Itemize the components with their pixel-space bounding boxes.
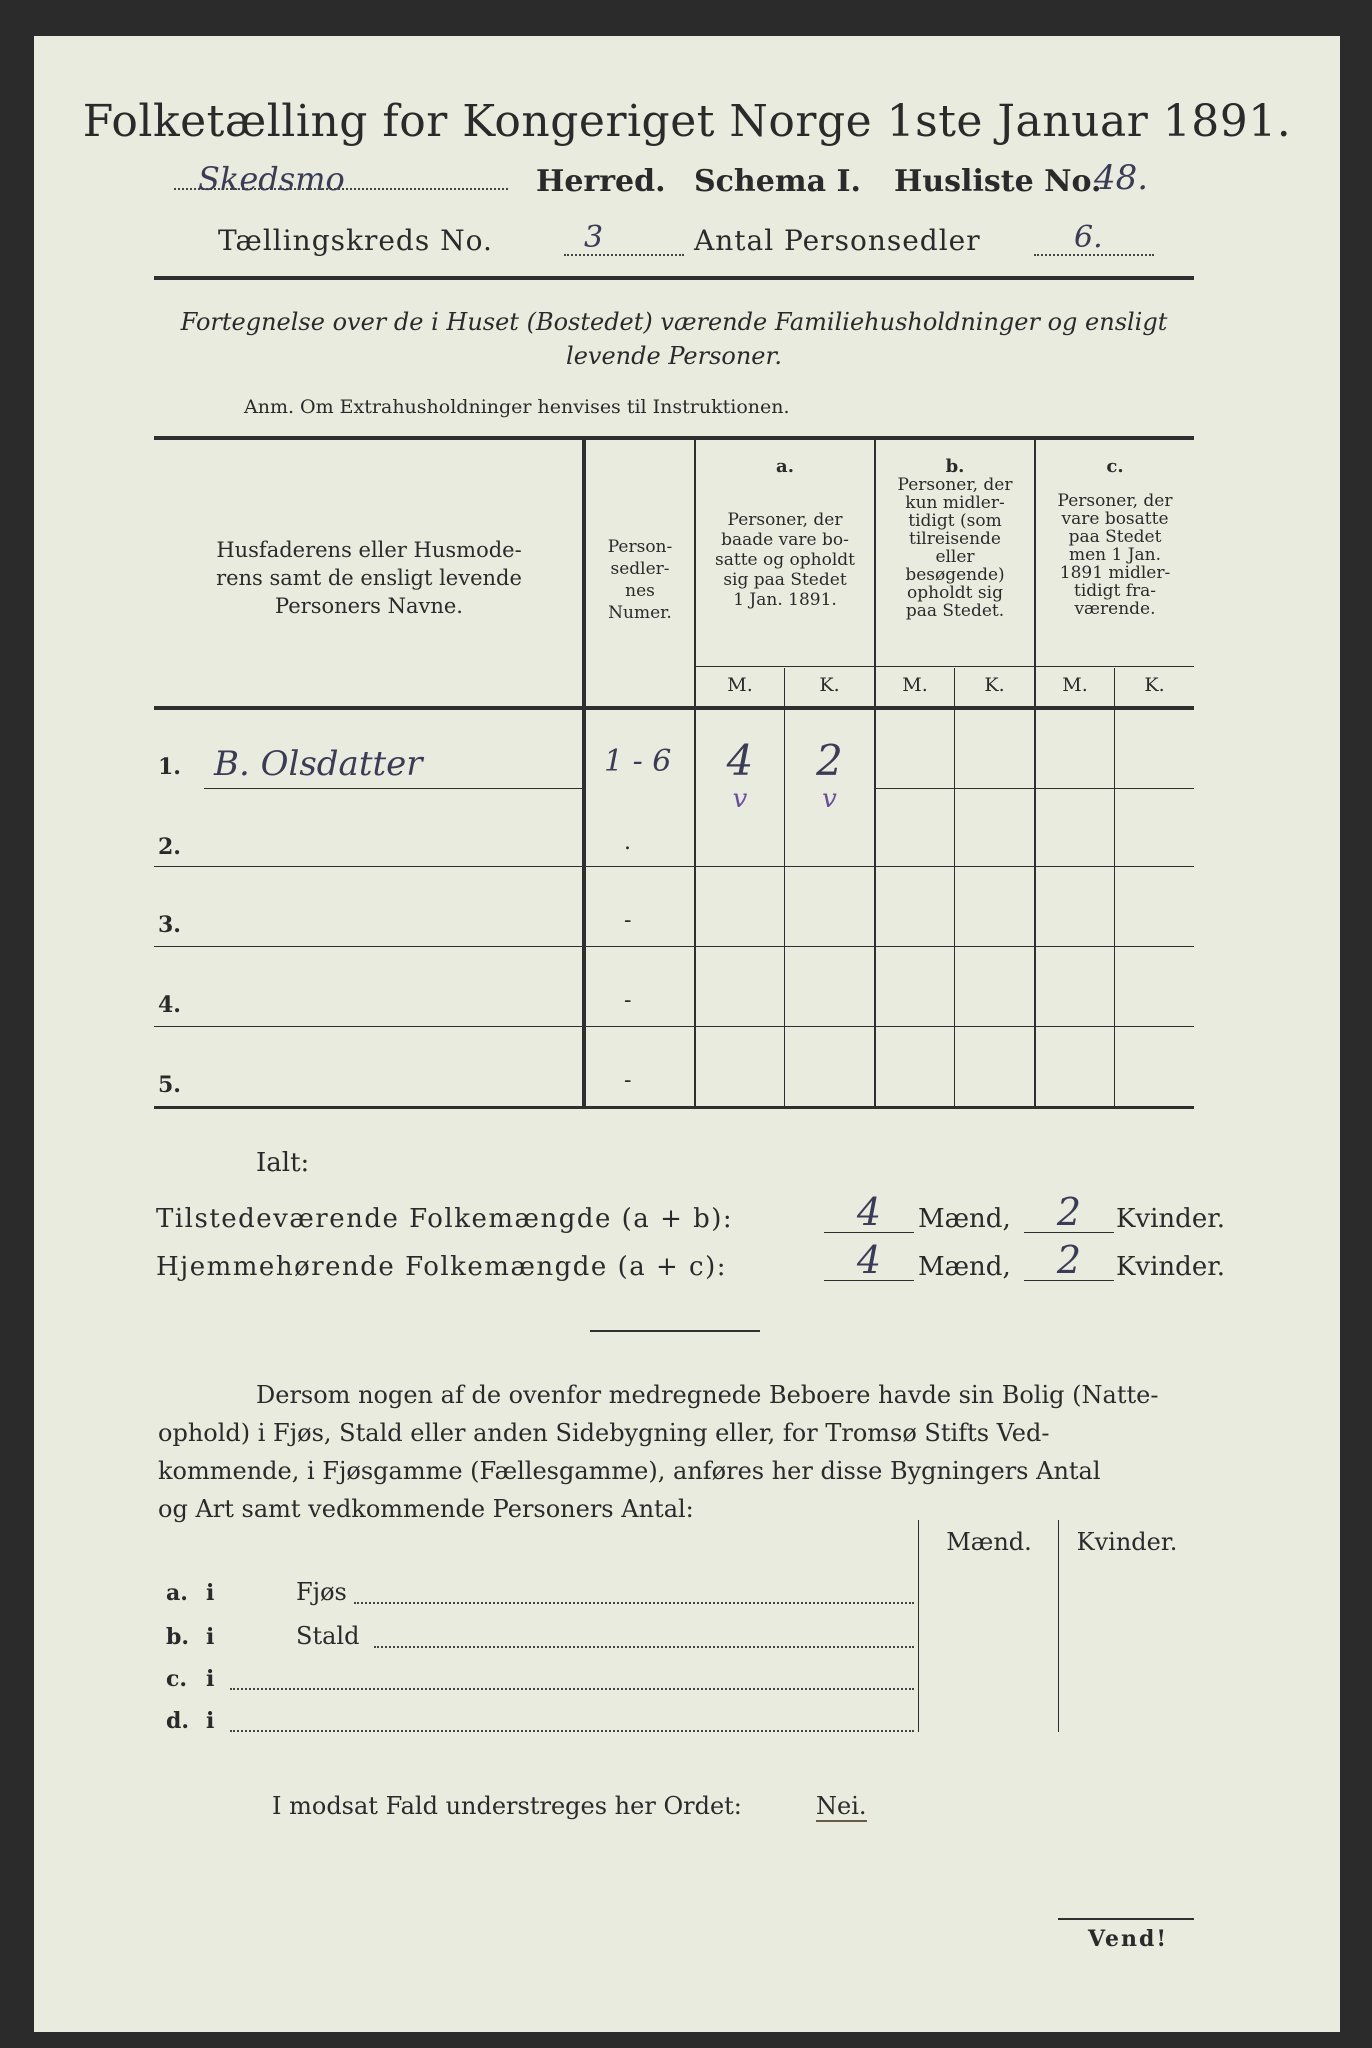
col-c-header — [1036, 492, 1194, 618]
col-a-l1: Personer, der — [727, 510, 843, 530]
note-line3: kommende, i Fjøsgamme (Fællesgamme), anføres her disse Bygningers Antal — [158, 1457, 1101, 1485]
mk-c-m: M. — [1062, 674, 1088, 696]
bld-vline-2 — [1058, 1520, 1059, 1732]
kreds-label: Tællingskreds No. — [218, 224, 493, 257]
col-b-letter: b. — [945, 456, 965, 477]
bld-b-i: i — [206, 1624, 215, 1650]
mk-rule — [696, 666, 1194, 667]
col-b-l7: opholdt sig — [907, 583, 1003, 603]
kreds-value: 3 — [584, 220, 604, 255]
row-5-num: - — [624, 1068, 632, 1093]
col-num-l3: nes — [625, 581, 655, 601]
col-b-l3: tidigt (som — [908, 511, 1002, 531]
hjem-label: Hjemmehørende Folkemængde (a + c): — [156, 1252, 727, 1282]
bld-a-letter: a. — [166, 1580, 188, 1606]
modsat-label: I modsat Fald understreges her Ordet: — [272, 1792, 742, 1820]
row-1-name: B. Olsdatter — [214, 744, 423, 784]
tilst-kvinder-label: Kvinder. — [1116, 1204, 1226, 1234]
header-rule — [154, 276, 1194, 280]
hjem-maend-value: 4 — [856, 1238, 882, 1282]
intro-line1: Fortegnelse over de i Huset (Bostedet) værende Familiehusholdninger og ensligt — [180, 308, 1168, 336]
col-a-l3: satte og opholdt — [715, 550, 855, 570]
row-1-line-right — [874, 788, 1194, 789]
mk-b-k: K. — [984, 674, 1005, 696]
table-top-rule — [154, 436, 1194, 440]
note-line1: Dersom nogen af de ovenfor medregnede Beboere havde sin Bolig (Natte- — [256, 1381, 1159, 1409]
row-1-num: 1 - 6 — [604, 744, 672, 779]
census-form — [34, 36, 1340, 2032]
row-3-num: - — [624, 908, 632, 933]
col-c-l4: men 1 Jan. — [1068, 545, 1162, 565]
vend-rule — [1058, 1918, 1194, 1920]
col-c-l2: vare bosatte — [1061, 509, 1169, 529]
husliste-label: Husliste No. — [894, 164, 1102, 199]
row-1-line — [204, 788, 582, 789]
col-b-l4: tilreisende — [908, 529, 1001, 549]
mk-a-m: M. — [727, 674, 753, 696]
col-c-l6: tidigt fra- — [1073, 581, 1156, 601]
col-b-l2: kun midler- — [905, 493, 1005, 513]
row-2-num: . — [624, 830, 631, 855]
bld-c-dots — [230, 1688, 914, 1690]
bld-a-label: Fjøs — [296, 1578, 347, 1606]
bld-vline-1 — [918, 1520, 919, 1732]
ialt-label: Ialt: — [256, 1148, 310, 1178]
row-3-line — [154, 946, 1194, 947]
schema-label: Schema I. — [694, 164, 861, 199]
col-a-letter: a. — [776, 456, 794, 477]
col-name-l3: Personers Navne. — [275, 594, 463, 618]
col-num-l2: sedler- — [610, 559, 670, 579]
col-c-l5: 1891 midler- — [1059, 563, 1171, 583]
row-3-number: 3. — [158, 912, 181, 938]
mk-a-k: K. — [819, 674, 840, 696]
tilst-label: Tilstedeværende Folkemængde (a + b): — [156, 1204, 734, 1234]
mk-b-m: M. — [902, 674, 928, 696]
nei-word: Nei. — [816, 1792, 867, 1820]
vline-b-mk — [954, 668, 955, 1108]
col-c-letter: c. — [1106, 456, 1124, 477]
bld-d-letter: d. — [166, 1708, 190, 1734]
bld-kvinder-header: Kvinder. — [1076, 1528, 1178, 1556]
bld-a-dots — [354, 1602, 914, 1604]
vend-label: Vend! — [1088, 1926, 1169, 1952]
antal-label: Antal Personsedler — [694, 224, 981, 257]
intro-line2: levende Personer. — [566, 342, 782, 370]
vline-a-mk — [784, 668, 785, 1108]
row-1-a-k: 2 — [816, 736, 843, 785]
col-name-header — [164, 536, 574, 620]
tilst-maend-label: Mænd, — [918, 1204, 1011, 1234]
hjem-kvinder-label: Kvinder. — [1116, 1252, 1226, 1282]
form-title: Folketælling for Kongeriget Norge 1ste Januar 1891. — [82, 96, 1292, 147]
bld-c-i: i — [206, 1666, 215, 1692]
col-b-header — [876, 476, 1034, 620]
bld-d-dots — [230, 1730, 914, 1732]
col-name-l2: rens samt de ensligt levende — [216, 566, 522, 590]
husliste-value: 48. — [1094, 158, 1149, 198]
mk-c-k: K. — [1144, 674, 1165, 696]
herred-label: Herred. — [536, 164, 666, 199]
col-a-header — [696, 510, 874, 610]
kreds-dotline — [564, 254, 684, 256]
hjem-maend-label: Mænd, — [918, 1252, 1011, 1282]
col-a-l4: sig paa Stedet — [723, 570, 847, 590]
bld-b-letter: b. — [166, 1624, 190, 1650]
col-num-l4: Numer. — [608, 603, 672, 623]
row-4-line — [154, 1026, 1194, 1027]
note-paragraph — [158, 1376, 1198, 1528]
row-2-line — [154, 866, 1194, 867]
col-a-l2: baade vare bo- — [721, 530, 849, 550]
note-line4: og Art samt vedkommende Personers Antal: — [158, 1495, 694, 1523]
note-line2: ophold) i Fjøs, Stald eller anden Sidebygning eller, for Tromsø Stifts Ved- — [158, 1419, 1050, 1447]
anm-note: Anm. Om Extrahusholdninger henvises til Instruktionen. — [244, 396, 790, 418]
hjem-kvinder-value: 2 — [1056, 1238, 1082, 1282]
row-1-a-m-check: v — [732, 784, 748, 814]
col-b-l5: eller — [935, 547, 975, 567]
col-b-l8: paa Stedet. — [905, 601, 1005, 621]
antal-value: 6. — [1074, 220, 1103, 255]
col-name-l1: Husfaderens eller Husmode- — [216, 538, 522, 562]
row-5-number: 5. — [158, 1072, 181, 1098]
table-header-rule — [154, 706, 1194, 710]
col-c-l1: Personer, der — [1057, 491, 1173, 511]
row-4-number: 4. — [158, 992, 181, 1018]
col-b-l6: besøgende) — [905, 565, 1005, 585]
bld-c-letter: c. — [166, 1666, 188, 1692]
col-a-l5: 1 Jan. 1891. — [733, 590, 837, 610]
col-num-l1: Person- — [607, 537, 673, 557]
row-4-num: - — [624, 988, 632, 1013]
tilst-kvinder-value: 2 — [1056, 1190, 1082, 1234]
row-1-a-m: 4 — [726, 736, 754, 785]
tilst-maend-value: 4 — [856, 1190, 882, 1234]
col-c-l3: paa Stedet — [1068, 527, 1162, 547]
bld-b-dots — [374, 1646, 914, 1648]
table-bottom-rule — [154, 1106, 1194, 1109]
bld-maend-header: Mænd. — [946, 1528, 1032, 1556]
col-c-l7: værende. — [1074, 599, 1156, 619]
row-1-a-k-check: v — [822, 784, 837, 814]
herred-value: Skedsmo — [198, 160, 345, 198]
bld-b-label: Stald — [296, 1622, 360, 1650]
bld-a-i: i — [206, 1580, 215, 1606]
col-num-header — [586, 536, 694, 624]
bld-d-i: i — [206, 1708, 215, 1734]
col-b-l1: Personer, der — [897, 475, 1013, 495]
row-1-number: 1. — [158, 754, 181, 780]
row-2-number: 2. — [158, 834, 181, 860]
vline-c-mk — [1114, 668, 1115, 1108]
separator-short — [590, 1330, 760, 1332]
